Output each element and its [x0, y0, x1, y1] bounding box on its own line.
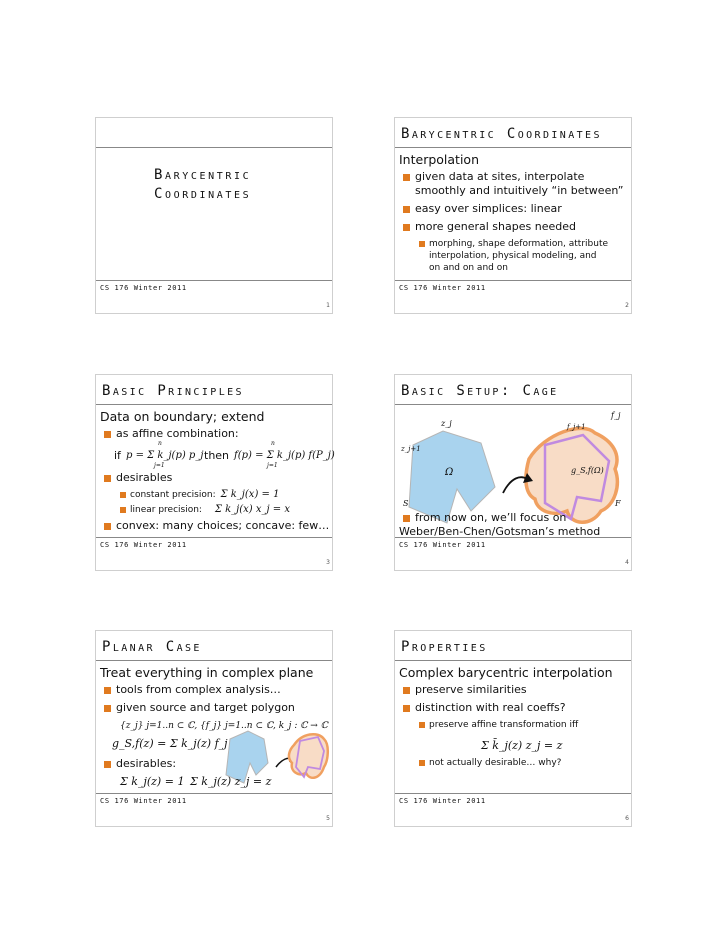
- sub-bullet-item: constant precision: Σ k_j(x) = 1: [100, 489, 329, 501]
- title-rule: [96, 147, 332, 148]
- slide-footer: CS 176 Winter 2011: [100, 284, 187, 292]
- footer-rule: [96, 537, 332, 538]
- eq-affine: Σ k̄_j(z) z_j = z: [481, 739, 563, 752]
- slide-footer: CS 176 Winter 2011: [399, 284, 486, 292]
- target-region: [289, 734, 328, 778]
- footer-rule: [395, 793, 631, 794]
- page-number: 2: [625, 302, 629, 309]
- footer-rule: [395, 280, 631, 281]
- map-arrow: [503, 477, 527, 493]
- bullet-item: given source and target polygon: [100, 701, 328, 715]
- title-rule: [96, 404, 332, 405]
- eq-desirable-2: Σ k_j(z) z_j = z: [190, 775, 272, 788]
- page-number: 3: [326, 559, 330, 566]
- sum-upper: n: [158, 440, 162, 447]
- page-number: 4: [625, 559, 629, 566]
- slide-body: [399, 665, 627, 734]
- slide-5: [95, 630, 333, 827]
- title-rule: [395, 404, 631, 405]
- then-label: then: [204, 449, 230, 462]
- if-label: if: [114, 449, 121, 462]
- slide-3: [95, 374, 333, 571]
- bullet-item: as affine combination:: [100, 427, 328, 441]
- label-S: S: [403, 499, 409, 508]
- slide-title: Basic Principles: [102, 383, 244, 399]
- page-number: 1: [326, 302, 330, 309]
- sub-bullet-item: morphing, shape deformation, attribute interpolation, physical modeling, and on and on and on: [399, 238, 627, 274]
- slide-heading: Data on boundary; extend: [100, 409, 265, 424]
- slide-footer: CS 176 Winter 2011: [100, 797, 187, 805]
- bullet-item: from now on, we’ll focus on Weber/Ben-Chen/Gotsman’s method: [399, 511, 601, 538]
- bullet-item: tools from complex analysis…: [100, 683, 328, 697]
- bullet-item: desirables:: [100, 757, 176, 771]
- bullet-item: given data at sites, interpolate smoothly and intuitively “in between”: [399, 170, 627, 198]
- slide-title: Properties: [401, 639, 488, 655]
- slide-body: [100, 409, 328, 445]
- label-gsf: g_S,f(Ω): [571, 466, 604, 475]
- slide-body: [100, 665, 328, 719]
- label-zj: z_j: [441, 419, 452, 428]
- sum-lower: j=1: [154, 462, 165, 469]
- page-number: 5: [326, 815, 330, 822]
- eq-sets: {z_j} j=1..n ⊂ ℂ, {f_j} j=1..n ⊂ ℂ, k_j : ℂ → ℂ: [120, 721, 328, 731]
- bullet-item: distinction with real coeffs?: [399, 701, 627, 715]
- sum-lower: j=1: [267, 462, 278, 469]
- slide-heading: Treat everything in complex plane: [100, 665, 314, 680]
- sub-bullet-item: linear precision: Σ k_j(x) x_j = x: [100, 504, 329, 516]
- footer-rule: [96, 793, 332, 794]
- bullet-item: preserve similarities: [399, 683, 627, 697]
- slide-heading: Complex barycentric interpolation: [399, 665, 613, 680]
- slide-1: [95, 117, 333, 314]
- eq-linear-precision: Σ k_j(x) x_j = x: [214, 504, 290, 515]
- label-fj: f_j: [611, 411, 621, 420]
- slide-title: Planar Case: [102, 639, 202, 655]
- bullet-item: convex: many choices; concave: few…: [100, 519, 329, 533]
- slide-4: [394, 374, 632, 571]
- formula-p: p = Σ k_j(p) p_j: [126, 450, 204, 461]
- slide-title: Basic Setup: Cage: [401, 383, 559, 399]
- bullet-item: desirables: [100, 471, 329, 485]
- target-region: [526, 428, 617, 522]
- slide-body: [399, 152, 627, 277]
- footer-rule: [96, 280, 332, 281]
- label-zj1: z_j+1: [401, 445, 421, 453]
- formula-f: f(p) = Σ k_j(p) f(P_j): [234, 450, 335, 461]
- slide-footer: CS 176 Winter 2011: [399, 797, 486, 805]
- footer-rule: [395, 537, 631, 538]
- label-omega: Ω: [445, 467, 454, 478]
- label-F: F: [615, 499, 621, 508]
- sub-bullet-item: preserve affine transformation iff: [399, 719, 627, 731]
- cover-title: Barycentric Coordinates: [154, 167, 252, 202]
- eq-constant-precision: Σ k_j(x) = 1: [220, 489, 280, 500]
- title-rule: [395, 147, 631, 148]
- label-fj1: f_j+1: [567, 423, 586, 431]
- slide-footer: CS 176 Winter 2011: [399, 541, 486, 549]
- slide-2: [394, 117, 632, 314]
- page-number: 6: [625, 815, 629, 822]
- slide-6: [394, 630, 632, 827]
- bullet-item: more general shapes needed: [399, 220, 627, 234]
- slide-heading: Interpolation: [399, 152, 479, 167]
- slide-title: Barycentric Coordinates: [401, 126, 602, 142]
- eq-desirable-1: Σ k_j(z) = 1: [120, 775, 185, 788]
- sub-bullet-item: not actually desirable… why?: [399, 757, 561, 769]
- eq-g: g_S,f(z) = Σ k_j(z) f_j: [112, 737, 228, 750]
- slide-footer: CS 176 Winter 2011: [100, 541, 187, 549]
- sum-upper: n: [271, 440, 275, 447]
- title-rule: [96, 660, 332, 661]
- title-rule: [395, 660, 631, 661]
- bullet-item: easy over simplices: linear: [399, 202, 627, 216]
